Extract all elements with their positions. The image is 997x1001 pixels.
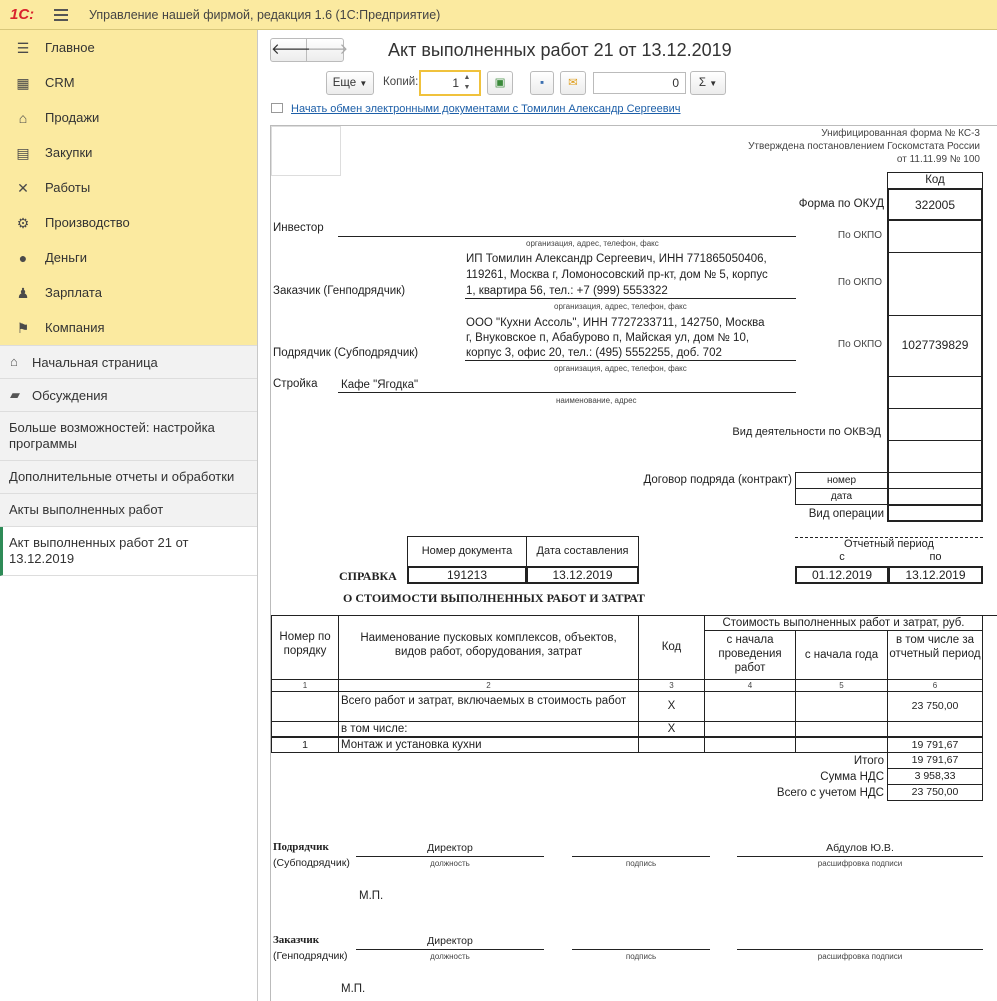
customer-line-3: 1, квартира 56, тел.: +7 (999) 5553322 [466, 285, 668, 297]
decode-hint: расшифровка подписи [817, 859, 903, 868]
idx-3: 3 [638, 679, 705, 692]
table-cell [704, 736, 796, 753]
col-from-year-header: с начала года [795, 630, 888, 680]
chevron-down-icon: ▼ [359, 79, 368, 88]
site-code-cell-2 [887, 408, 983, 441]
app-title: Управление нашей фирмой, редакция 1.6 (1С:Предприятие) [89, 8, 441, 22]
form-header-2: Утверждена постановлением Госкомстата России [748, 141, 980, 152]
document-icon [271, 103, 283, 113]
sign-contractor-label: Подрядчик [273, 841, 329, 853]
back-arrow-icon[interactable]: 🡐 [271, 39, 307, 61]
vat-value: 3 958,33 [887, 768, 983, 785]
sign-customer-label: Заказчик [273, 934, 320, 946]
row1-num: 1 [271, 736, 339, 753]
idx-5: 5 [795, 679, 888, 692]
contract-label: Договор подряда (контракт) [643, 474, 792, 486]
okud-label: Форма по ОКУД [798, 198, 884, 210]
sign-hint: подпись [625, 859, 657, 868]
sum-button[interactable]: Σ ▼ [690, 71, 726, 95]
table-cell [795, 736, 888, 753]
total-vat-value: 23 750,00 [887, 784, 983, 801]
customer-line-1: ИП Томилин Александр Сергеевич, ИНН 771865050406, [466, 253, 767, 265]
section-crm[interactable]: ▦ CRM [16, 75, 75, 91]
position-hint: должность [430, 952, 470, 961]
history-nav [270, 38, 349, 62]
stamp-label: М.П. [341, 983, 366, 995]
operation-code-cell [887, 504, 983, 522]
main-area [258, 30, 997, 1001]
including-label: в том числе: [338, 721, 639, 737]
vat-label: Сумма НДС [820, 771, 884, 783]
more-button[interactable]: Еще ▼ [326, 71, 374, 95]
okved-code-cell [887, 440, 983, 473]
exchange-link[interactable]: Начать обмен электронными документами с Томилин Александр Сергеевич [291, 103, 681, 115]
operation-label: Вид операции [808, 508, 884, 520]
table-row [271, 721, 339, 737]
chat-icon: ▰ [10, 387, 20, 402]
chevron-down-icon: ▼ [709, 79, 718, 88]
sum-field[interactable]: 0 [593, 72, 686, 94]
customer-okpo-label: По ОКПО [837, 277, 882, 288]
sidebar [0, 30, 258, 1001]
period-from-value: 01.12.2019 [795, 566, 889, 584]
period-header: Отчетный период [795, 537, 983, 552]
total-works-code: Х [638, 691, 705, 722]
section-purchases[interactable]: ▤ Закупки [16, 145, 93, 161]
idx-4: 4 [704, 679, 796, 692]
signature-line [737, 949, 983, 950]
total-vat-label: Всего с учетом НДС [776, 787, 884, 799]
stamp-label: М.П. [359, 890, 384, 902]
signature-line [737, 856, 983, 857]
customer-hint: организация, адрес, телефон, факс [554, 302, 687, 311]
doc-number-value: 191213 [407, 566, 527, 584]
site-label: Стройка [273, 378, 318, 390]
document-title: Акт выполненных работ 21 от 13.12.2019 [388, 40, 732, 60]
idx-6: 6 [887, 679, 983, 692]
contractor-okpo-value: 1027739829 [887, 315, 983, 377]
ruble-icon: ● [18, 250, 28, 266]
exchange-row [271, 103, 681, 115]
section-production[interactable]: ⚙ Производство [16, 215, 130, 231]
table-cell [704, 721, 796, 737]
signature-line [572, 856, 710, 857]
email-icon[interactable]: ✉ [560, 71, 586, 95]
title-bar [0, 0, 997, 30]
total-works-value: 23 750,00 [887, 691, 983, 722]
flag-icon: ⚑ [16, 320, 30, 336]
doc-date-header: Дата составления [526, 536, 639, 567]
site-line [338, 392, 796, 393]
cart-icon: ▤ [16, 145, 30, 161]
signature-line [356, 949, 544, 950]
copies-label: Копий: [383, 76, 419, 88]
investor-hint: организация, адрес, телефон, факс [526, 239, 659, 248]
document-sheet [270, 125, 997, 1001]
customer-line [465, 298, 796, 299]
table-cell [795, 721, 888, 737]
site-hint: наименование, адрес [556, 396, 637, 405]
hamburger-menu-icon[interactable] [54, 9, 68, 21]
section-panel [0, 30, 257, 346]
home-icon: ⌂ [10, 354, 18, 369]
contractor-line [465, 360, 796, 361]
investor-label: Инвестор [273, 222, 324, 234]
sign-hint: подпись [625, 952, 657, 961]
section-money[interactable]: ● Деньги [0, 240, 257, 275]
contract-number-cell [887, 472, 983, 489]
total-works-label: Всего работ и затрат, включаемых в стоимость работ [338, 691, 639, 722]
factory-icon: ⚙ [16, 215, 30, 231]
nav-discussions[interactable]: ▰ Обсуждения [0, 379, 257, 412]
section-company[interactable]: ⚑ Компания [16, 320, 105, 336]
col-code-header: Код [638, 615, 705, 680]
itogo-value: 19 791,67 [887, 752, 983, 769]
decode-hint: расшифровка подписи [817, 952, 903, 961]
spravka-title: СПРАВКА [339, 569, 397, 583]
contractor-line-1: ООО "Кухни Ассоль", ИНН 7727233711, 142750, Москва [466, 317, 765, 329]
table-cell [795, 691, 888, 722]
nav-acts[interactable]: Акты выполненных работ [0, 494, 257, 527]
col-from-start-header: с начала проведения работ [704, 630, 796, 680]
logo-placeholder [271, 126, 341, 176]
okud-value: 322005 [887, 188, 983, 221]
section-salary[interactable]: ♟ Зарплата [16, 285, 102, 301]
menu-icon: ☰ [16, 40, 30, 56]
period-to-label: по [929, 551, 942, 563]
sign-contractor-name: Абдулов Ю.В. [826, 842, 894, 854]
spravka-subtitle: О СТОИМОСТИ ВЫПОЛНЕННЫХ РАБОТ И ЗАТРАТ [343, 591, 645, 605]
doc-date-value: 13.12.2019 [526, 566, 639, 584]
col-name-header: Наименование пусковых комплексов, объектов, видов работ, оборудования, затрат [338, 615, 639, 680]
contractor-line-2: г, Внуковское п, Абабурово п, Майская ул, дом № 10, [466, 332, 750, 344]
sign-contractor-sub: (Субподрядчик) [273, 857, 350, 869]
sign-customer-position: Директор [427, 935, 473, 947]
table-cell [638, 736, 705, 753]
signature-line [356, 856, 544, 857]
form-header-1: Унифицированная форма № КС-3 [821, 128, 980, 139]
site-value: Кафе "Ягодка" [341, 379, 419, 391]
contractor-label: Подрядчик (Субподрядчик) [273, 347, 419, 359]
print-preview-icon[interactable]: ▣ [487, 71, 513, 95]
idx-2: 2 [338, 679, 639, 692]
period-from-label: с [839, 551, 845, 563]
section-main[interactable]: ☰ Главное [16, 40, 95, 56]
row1-value: 19 791,67 [887, 736, 983, 753]
section-sales[interactable]: ⌂ Продажи [0, 100, 257, 135]
copies-stepper[interactable]: ▲ ▼ [463, 74, 471, 91]
customer-line-2: 119261, Москва г, Ломоносовский пр-кт, дом № 5, корпус [466, 269, 768, 281]
contractor-line-3: корпус 3, офис 20, тел.: (495) 5552255, доб. 702 [466, 347, 722, 359]
investor-line [338, 236, 796, 237]
investor-okpo-cell [887, 220, 983, 253]
people-icon: ♟ [16, 285, 30, 301]
col-period-header: в том числе за отчетный период [887, 630, 983, 680]
nav-home[interactable]: ⌂ Начальная страница [0, 346, 257, 379]
col-cost-header: Стоимость выполненных работ и затрат, руб. [704, 615, 983, 631]
nav-current-act[interactable]: Акт выполненных работ 21 от 13.12.2019 [0, 527, 257, 576]
doc-number-header: Номер документа [407, 536, 527, 567]
site-code-cell [887, 376, 983, 409]
shop-icon: ⌂ [18, 110, 28, 126]
table-cell [704, 691, 796, 722]
row1-name: Монтаж и установка кухни [338, 736, 639, 753]
section-works[interactable]: ✕ Работы [0, 170, 257, 205]
customer-label: Заказчик (Генподрядчик) [273, 285, 406, 297]
signature-line [572, 949, 710, 950]
customer-okpo-cell [887, 252, 983, 316]
okved-label: Вид деятельности по ОКВЭД [732, 426, 881, 438]
table-row [271, 691, 339, 722]
copies-input[interactable]: 1 [419, 70, 481, 96]
save-icon[interactable]: ▪ [530, 71, 554, 95]
contractor-hint: организация, адрес, телефон, факс [554, 364, 687, 373]
table-cell [887, 721, 983, 737]
code-header: Код [887, 172, 983, 189]
tools-icon: ✕ [17, 180, 29, 196]
contractor-okpo-label: По ОКПО [837, 339, 882, 350]
position-hint: должность [430, 859, 470, 868]
including-code: Х [638, 721, 705, 737]
contract-date-label: дата [795, 488, 888, 505]
form-header-3: от 11.11.99 № 100 [896, 154, 980, 165]
forward-arrow-icon[interactable]: 🡒 [308, 41, 349, 58]
sign-contractor-position: Директор [427, 842, 473, 854]
contract-number-label: номер [795, 472, 888, 489]
nav-more-features[interactable]: Больше возможностей: настройка программы [0, 412, 257, 461]
app-logo: 1С: [10, 6, 35, 23]
itogo-label: Итого [853, 755, 884, 767]
contract-date-cell [887, 488, 983, 505]
crm-icon: ▦ [16, 75, 30, 91]
col-num-header: Номер по порядку [271, 615, 339, 680]
investor-okpo-label: По ОКПО [837, 230, 882, 241]
nav-reports[interactable]: Дополнительные отчеты и обработки [0, 461, 257, 494]
period-to-value: 13.12.2019 [888, 566, 983, 584]
sign-customer-sub: (Генподрядчик) [273, 950, 348, 962]
idx-1: 1 [271, 679, 339, 692]
